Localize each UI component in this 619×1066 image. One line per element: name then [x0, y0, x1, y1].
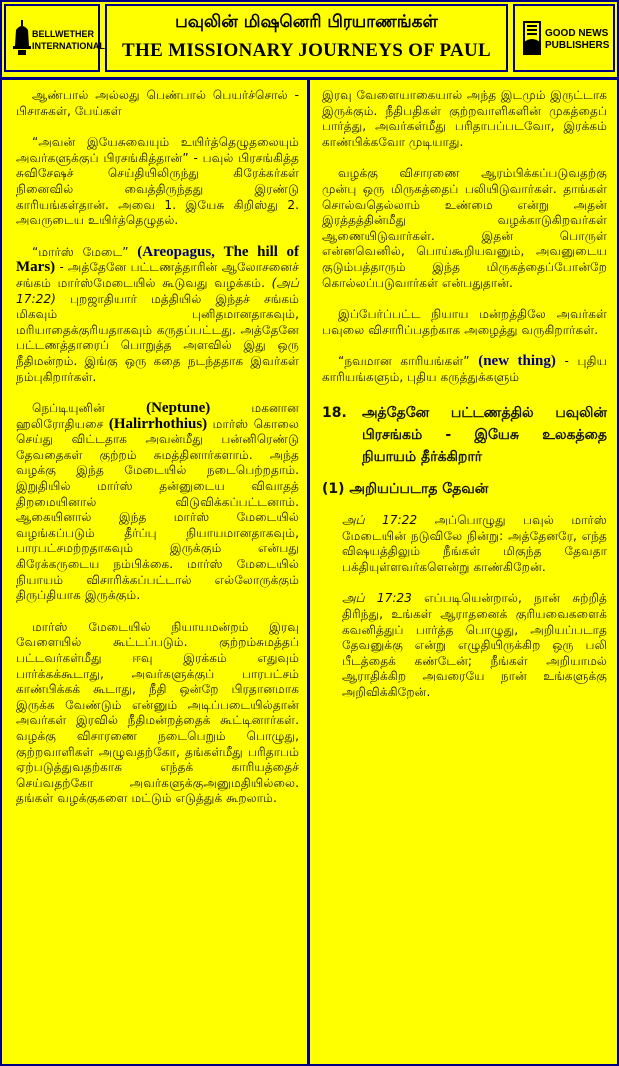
- logo-left-line1: BELLWETHER: [32, 29, 94, 39]
- new-thing-keyword: (new thing): [478, 353, 556, 370]
- bell-icon: [12, 20, 32, 56]
- section-title: அத்தேனே பட்டணத்தில் பவுலின் பிரசங்கம் - இயேசு உலகத்தை நியாயம் தீர்க்கிறார்: [362, 404, 607, 465]
- verse-text-2: எப்படியென்றால், நான் சுற்றித் திரிந்து, உங்கள் ஆராதனைக் குரியவைகளைக் கவனித்துப் பார்த்த பொழுது, அறியப்படாத தேவனுக்கு என்று எழுதியிருக்கிற ஒரு பலி பீடத்தைக் கண்டேன்; நீங்கள் அறியாமல் ஆராதிக்கிற அவரையே நான் உங்களுக்கு அறிவிக்கிறேன்.: [342, 591, 607, 700]
- right-column: [322, 88, 607, 717]
- areopagus-keyword: (Areopagus,: [137, 243, 215, 260]
- left-paragraph-2: “அவன் இயேசுவையும் உயிர்த்தெழுதலையும் அவர்களுக்குப் பிரசங்கித்தான்” - பவுல் பிரசங்கித்த சுவிசேஷச் செய்தியிலிருந்து கிரேக்கர்கள் நினைவில் வைத்திருந்தது இரண்டு காரியங்கள்தான். அவை 1. இயேசு கிறிஸ்து 2. அவருடைய உயிர்த்தெழுதல்.: [16, 135, 299, 228]
- left-paragraph-1: ஆண்பால் அல்லது பெண்பால் பெயர்ச்சொல் - பிசாசுகள், பேய்கள்: [16, 88, 299, 118]
- bellwether-logo: [4, 4, 105, 72]
- mars-hill-term: “மார்ஸ் மேடை”: [32, 244, 129, 259]
- left-paragraph-3-tail: புறஜாதியார் மத்தியில் இந்தச் சங்கம் மிகவும் புனிதமானதாகவும், மரியாதைக்குரியதாகவும் கருதப்பட்டது. அத்தேனே பட்டணத்தாரைப் பொறுத்த அளவில் இது ஒரு நீதிமன்றம். இங்கு ஒரு கதை நடந்ததாக இவர்கள் நம்புகிறார்கள்.: [16, 291, 300, 384]
- right-paragraph-4: [322, 354, 607, 385]
- right-paragraph-2: வழக்கு விசாரணை ஆரம்பிக்கப்படுவதற்கு முன்பு ஒரு மிருகத்தைப் பலியிடுவார்கள். தாங்கள் சொல்வதெல்லாம் உண்மை என்று அதன் இரத்தத்தின்மீது வழக்காடுகிறவர்கள் ஆணையிடுவார்கள். இதன் பொருள் என்னவெனில், பொய்கூறியவனும், அவனுடைய குடும்பத்தாரும் இந்த மிருகத்தைப்போன்றே கொல்லப்படுவார்கள் என்பதுதான்.: [322, 166, 607, 290]
- verse-ref-2: அப் 17:23: [342, 591, 412, 606]
- new-thing-term: “நவமான காரியங்கள்”: [338, 354, 470, 369]
- left-paragraph-3-body: - அத்தேனே பட்டணத்தாரின் ஆலோசனைச் சங்கம் மார்ஸ்மேடையில் கூடுவது வழக்கம்.: [16, 260, 299, 290]
- logo-right-line2: PUBLISHERS: [545, 40, 610, 51]
- left-paragraph-4-body: மார்ஸ் கொலை செய்து விட்டதாக அவன்மீது பன்னிரெண்டு தேவதைகள் குற்றம் சுமத்தினார்களாம். அந்த வழக்கு இந்த மேடையில் நடைபெற்றதாம். இறுதியில் மார்ஸ் தன்னுடைய விவாதத் திறமையினால் விடுவிக்கப்பட்டனாம். ஆகையினால் இந்த மார்ஸ் மேடையில் வழங்கப்படும் தீர்ப்பு நியாயமானதாகவும், பாரபட்சமற்றதாகவும் இருக்கும் என்பது கிரேக்கருடைய நம்பிக்கை. மார்ஸ் மேடையில் நியாயம் விசாரிக்கப்பட்டால் எல்லோருக்கும் திருப்தியாக இருக்கும்.: [16, 416, 300, 603]
- column-divider: [307, 80, 310, 1066]
- verse-text-1: அப்பொழுது பவுல் மார்ஸ் மேடையின் நடுவிலே நின்று: அத்தேனரே, எந்த விஷயத்திலும் நீங்கள் மிகுந்த தேவதா பக்தியுள்ளவர்களென்று காண்கிறேன்.: [342, 513, 608, 574]
- neptune-keyword: (Neptune): [146, 400, 211, 417]
- halirrhothius-term: மகனான ஹலிரோதியசை: [16, 401, 299, 431]
- left-column: [16, 88, 299, 823]
- section-heading: [322, 402, 607, 468]
- title-tamil: பவுலின் மிஷனெரி பிரயாணங்கள்: [175, 12, 438, 32]
- left-paragraph-4: [16, 401, 299, 604]
- verse-ref-1: அப் 17:22: [342, 513, 418, 528]
- title-box: [105, 4, 508, 72]
- right-paragraph-4-body: - புதிய காரியங்களும், புதிய கருத்துக்களும்: [322, 354, 608, 384]
- verse-reference: (அப் 17:22): [16, 275, 299, 306]
- good-news-logo: [513, 4, 615, 72]
- left-paragraph-5: மார்ஸ் மேடையில் நியாயமன்றம் இரவு வேளையில் கூட்டப்படும். குற்றம்சுமத்தப் பட்டவர்கள்மீது ஈவு இரக்கம் எதுவும் பார்க்கக்கூடாது, அவர்களுக்குப் பாரபட்சம் காண்பிக்கக் கூடாது, நீதி ஒன்றே பிரதானமாக இருக்க வேண்டும் என்னும் அடிப்படையில்தான் அவர்கள் இரவில் நீதிமன்றத்தைக் கூட்டினார்கள். வழக்கு விசாரணை நடைபெறும் பொழுது, குற்றவாளிகள் அழுவதற்கோ, தங்கள்மீது பரிதாபம் ஏற்படுத்துவதற்காக எந்தக் காரியத்தைச் செய்வதற்கோ அவர்களுக்குஅனுமதியில்லை. தங்கள் வழக்குகளை மட்டும் எடுத்துக் கூறலாம்.: [16, 619, 299, 806]
- right-paragraph-1: இரவு வேளையாகையால் அந்த இடமும் இருட்டாக இருக்கும். நீதிபதிகள் குற்றவாளிகளின் முகத்தைப் பார்த்து, அவர்கள்மீது பரிதாபப்படவோ, இரக்கம் காண்பிக்கவோ முடியாது.: [322, 88, 607, 149]
- verse-quote-2: [342, 591, 607, 700]
- verse-quote-1: [342, 513, 607, 575]
- title-english: THE MISSIONARY JOURNEYS OF PAUL: [122, 40, 491, 61]
- subsection-heading: (1) அறியப்படாத தேவன்: [322, 480, 489, 497]
- halirrhothius-keyword: (Halirrhothius): [108, 415, 208, 432]
- left-paragraph-3: [16, 245, 299, 385]
- section-number: 18.: [322, 404, 347, 421]
- hill-of-mars-keyword: The hill of Mars): [16, 243, 299, 276]
- header: [0, 0, 619, 78]
- logo-left-line2: INTERNATIONAL: [32, 41, 105, 51]
- right-paragraph-3: இப்பேர்ப்பட்ட நியாய மன்றத்திலே அவர்கள் பவுலை விசாரிப்பதற்காக அழைத்து வருகிறார்கள்.: [322, 307, 607, 337]
- neptune-term: நெப்டியுனின்: [32, 401, 105, 416]
- book-icon: [521, 20, 543, 56]
- logo-right-line1: GOOD NEWS: [545, 28, 609, 39]
